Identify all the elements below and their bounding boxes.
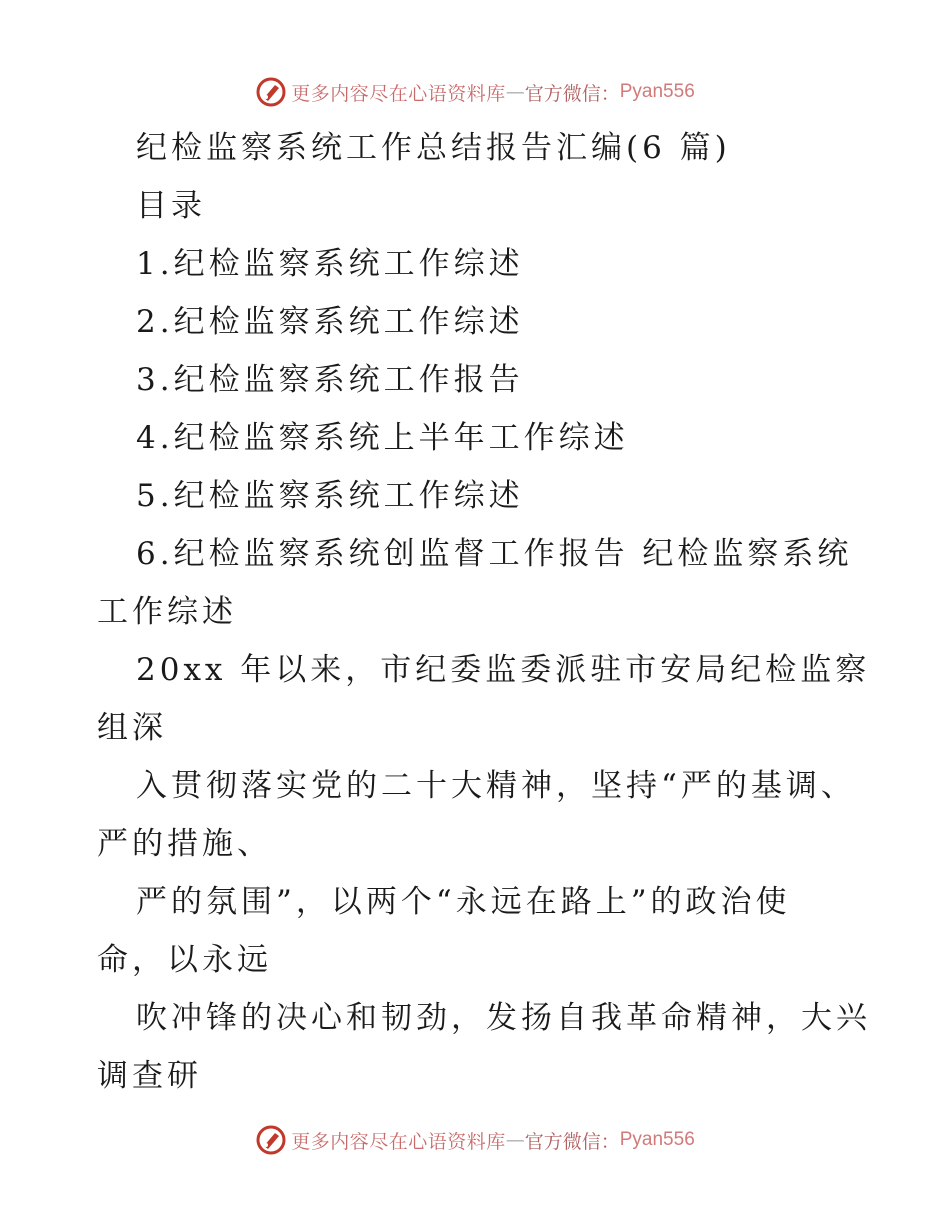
toc-item: 1.纪检监察系统工作综述	[136, 246, 524, 282]
watermark-separator: —	[505, 81, 525, 103]
watermark-banner-bottom	[0, 1120, 950, 1160]
watermark-text: 更多内容尽在心语资料库	[291, 82, 506, 105]
paragraph-line: 20xx 年以来，市纪委监委派驻市安局纪检监察	[136, 652, 871, 688]
toc-item: 6.纪检监察系统创监督工作报告 纪检监察系统	[136, 536, 853, 572]
toc-item: 2.纪检监察系统工作综述	[136, 304, 524, 340]
paragraph-line: 组深	[97, 710, 167, 746]
toc-item: 3.纪检监察系统工作报告	[136, 362, 524, 398]
watermark-wechat-label: 官方微信：	[524, 1130, 620, 1153]
toc-item-continuation: 工作综述	[97, 594, 237, 630]
watermark-text: 更多内容尽在心语资料库	[291, 1130, 506, 1153]
paragraph-line: 入贯彻落实党的二十大精神，坚持“严的基调、	[136, 768, 856, 804]
watermark-wechat-id: Pyan556	[619, 81, 695, 102]
watermark-separator: —	[505, 1129, 525, 1151]
paragraph-line: 命，以永远	[97, 942, 272, 978]
paragraph-line: 调查研	[97, 1058, 202, 1094]
paragraph-line: 严的氛围”，以两个“永远在路上”的政治使	[136, 884, 791, 920]
watermark-banner-top	[0, 72, 950, 112]
toc-heading: 目录	[136, 188, 206, 224]
document-title: 纪检监察系统工作总结报告汇编(6 篇)	[136, 130, 731, 166]
paragraph-line: 吹冲锋的决心和韧劲，发扬自我革命精神，大兴	[136, 1000, 871, 1036]
watermark-wechat-id: Pyan556	[619, 1129, 695, 1150]
watermark-wechat-label: 官方微信：	[524, 82, 620, 105]
toc-item: 4.纪检监察系统上半年工作综述	[136, 420, 629, 456]
toc-item: 5.纪检监察系统工作综述	[136, 478, 524, 514]
paragraph-line: 严的措施、	[97, 826, 272, 862]
pen-circle-logo-icon	[255, 1124, 287, 1156]
pen-circle-logo-icon	[255, 76, 287, 108]
